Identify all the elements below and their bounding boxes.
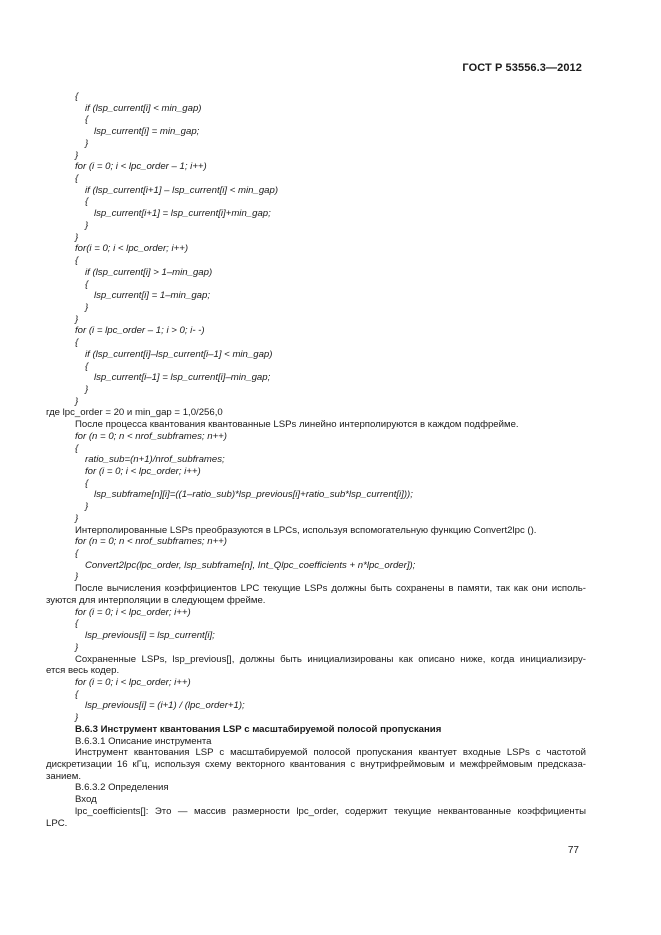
code-line: } xyxy=(75,395,79,407)
code-line: lsp_current[i] = 1–min_gap; xyxy=(94,290,210,302)
text-line: После процесса квантования квантованные LSPs линейно интерполируются в каждом подфрейме. xyxy=(75,419,519,431)
code-line: { xyxy=(85,278,89,290)
code-line: } xyxy=(75,512,79,524)
code-line: for (i = lpc_order – 1; i > 0; i- -) xyxy=(75,325,205,337)
code-line: for (i = 0; i < lpc_order; i++) xyxy=(75,606,191,618)
code-line: if (lsp_current[i+1] – lsp_current[i] < min_gap) xyxy=(85,184,279,196)
text-line: дискретизации 16 кГц, используя схему векторного квантования с внутрифреймовым и межфреймовым предсказа- xyxy=(46,758,586,770)
code-line: } xyxy=(75,313,79,325)
text-line: B.6.3 Инструмент квантования LSP с масштабируемой полосой пропускания xyxy=(75,723,442,735)
text-line: LPC. xyxy=(46,817,68,829)
code-line: } xyxy=(75,231,79,243)
text-line: занием. xyxy=(46,770,81,782)
code-line: } xyxy=(85,137,89,149)
text-line: Сохраненные LSPs, lsp_previous[], должны быть инициализированы как описано ниже, когда инициализиру- xyxy=(75,653,586,665)
code-line: } xyxy=(75,641,79,653)
page-number: 77 xyxy=(567,845,579,856)
code-line: { xyxy=(75,548,79,560)
text-line: где lpc_order = 20 и min_gap = 1,0/256,0 xyxy=(46,407,223,419)
text-line: Интерполированные LSPs преобразуются в LPCs, используя вспомогательную функцию Convert2lpc (). xyxy=(75,524,537,536)
text-line: зуются для интерполяции в следующем фрейме. xyxy=(46,594,266,606)
code-line: { xyxy=(75,173,79,185)
code-line: { xyxy=(75,688,79,700)
text-line: Вход xyxy=(75,794,97,806)
code-line: for (i = 0; i < lpc_order; i++) xyxy=(75,676,191,688)
text-line: Инструмент квантования LSP с масштабируемой полосой пропускания квантует входные LSPs с частотой xyxy=(75,747,586,759)
code-line: { xyxy=(75,91,79,102)
text-line: B.6.3.2 Определения xyxy=(75,782,169,794)
code-line: lsp_previous[i] = lsp_current[i]; xyxy=(85,630,215,642)
code-line: lsp_previous[i] = (i+1) / (lpc_order+1); xyxy=(85,700,245,712)
code-line: lsp_current[i–1] = lsp_current[i]–min_gap; xyxy=(94,372,271,384)
code-line: } xyxy=(75,571,79,583)
code-line: ratio_sub=(n+1)/nrof_subframes; xyxy=(85,454,225,466)
code-line: { xyxy=(75,618,79,630)
code-line: { xyxy=(75,337,79,349)
code-line: lsp_subframe[n][i]=((1–ratio_sub)*lsp_previous[i]+ratio_sub*lsp_current[i])); xyxy=(94,489,413,501)
code-line: { xyxy=(85,114,89,126)
text-line: lpc_coefficients[]: Это — массив размерности lpc_order, содержит текущие неквантованные коэффициенты xyxy=(75,805,586,817)
code-line: for(i = 0; i < lpc_order; i++) xyxy=(75,243,189,255)
code-line: } xyxy=(75,712,79,724)
code-line: if (lsp_current[i] > 1–min_gap) xyxy=(85,266,213,278)
code-line: for (n = 0; n < nrof_subframes; n++) xyxy=(75,536,227,548)
page-body xyxy=(46,91,586,829)
code-line: for (i = 0; i < lpc_order; i++) xyxy=(85,466,201,477)
code-line: { xyxy=(85,360,89,372)
code-line: } xyxy=(85,501,89,513)
code-line: { xyxy=(85,196,89,208)
code-line: for (i = 0; i < lpc_order – 1; i++) xyxy=(75,161,207,173)
code-line: { xyxy=(85,477,89,489)
code-line: if (lsp_current[i]–lsp_current[i–1] < min_gap) xyxy=(85,348,273,360)
code-line: } xyxy=(85,383,89,395)
code-line: } xyxy=(85,301,89,313)
code-line: lsp_current[i] = min_gap; xyxy=(94,126,200,138)
text-line: После вычисления коэффициентов LPC текущие LSPs должны быть сохранены в памяти, так как они исполь- xyxy=(75,583,586,595)
code-line: lsp_current[i+1] = lsp_current[i]+min_gap; xyxy=(94,208,271,220)
code-line: { xyxy=(75,442,79,454)
code-line: if (lsp_current[i] < min_gap) xyxy=(85,102,202,114)
code-line: Convert2lpc(lpc_order, lsp_subframe[n], Int_Qlpc_coefficients + n*lpc_order]); xyxy=(85,559,416,571)
text-line: B.6.3.1 Описание инструмента xyxy=(75,735,212,747)
text-line: ется весь кодер. xyxy=(46,665,120,677)
document-header: ГОСТ Р 53556.3—2012 xyxy=(462,62,582,74)
code-line: } xyxy=(75,149,79,161)
code-line: } xyxy=(85,219,89,231)
code-line: { xyxy=(75,255,79,267)
code-line: for (n = 0; n < nrof_subframes; n++) xyxy=(75,430,227,442)
